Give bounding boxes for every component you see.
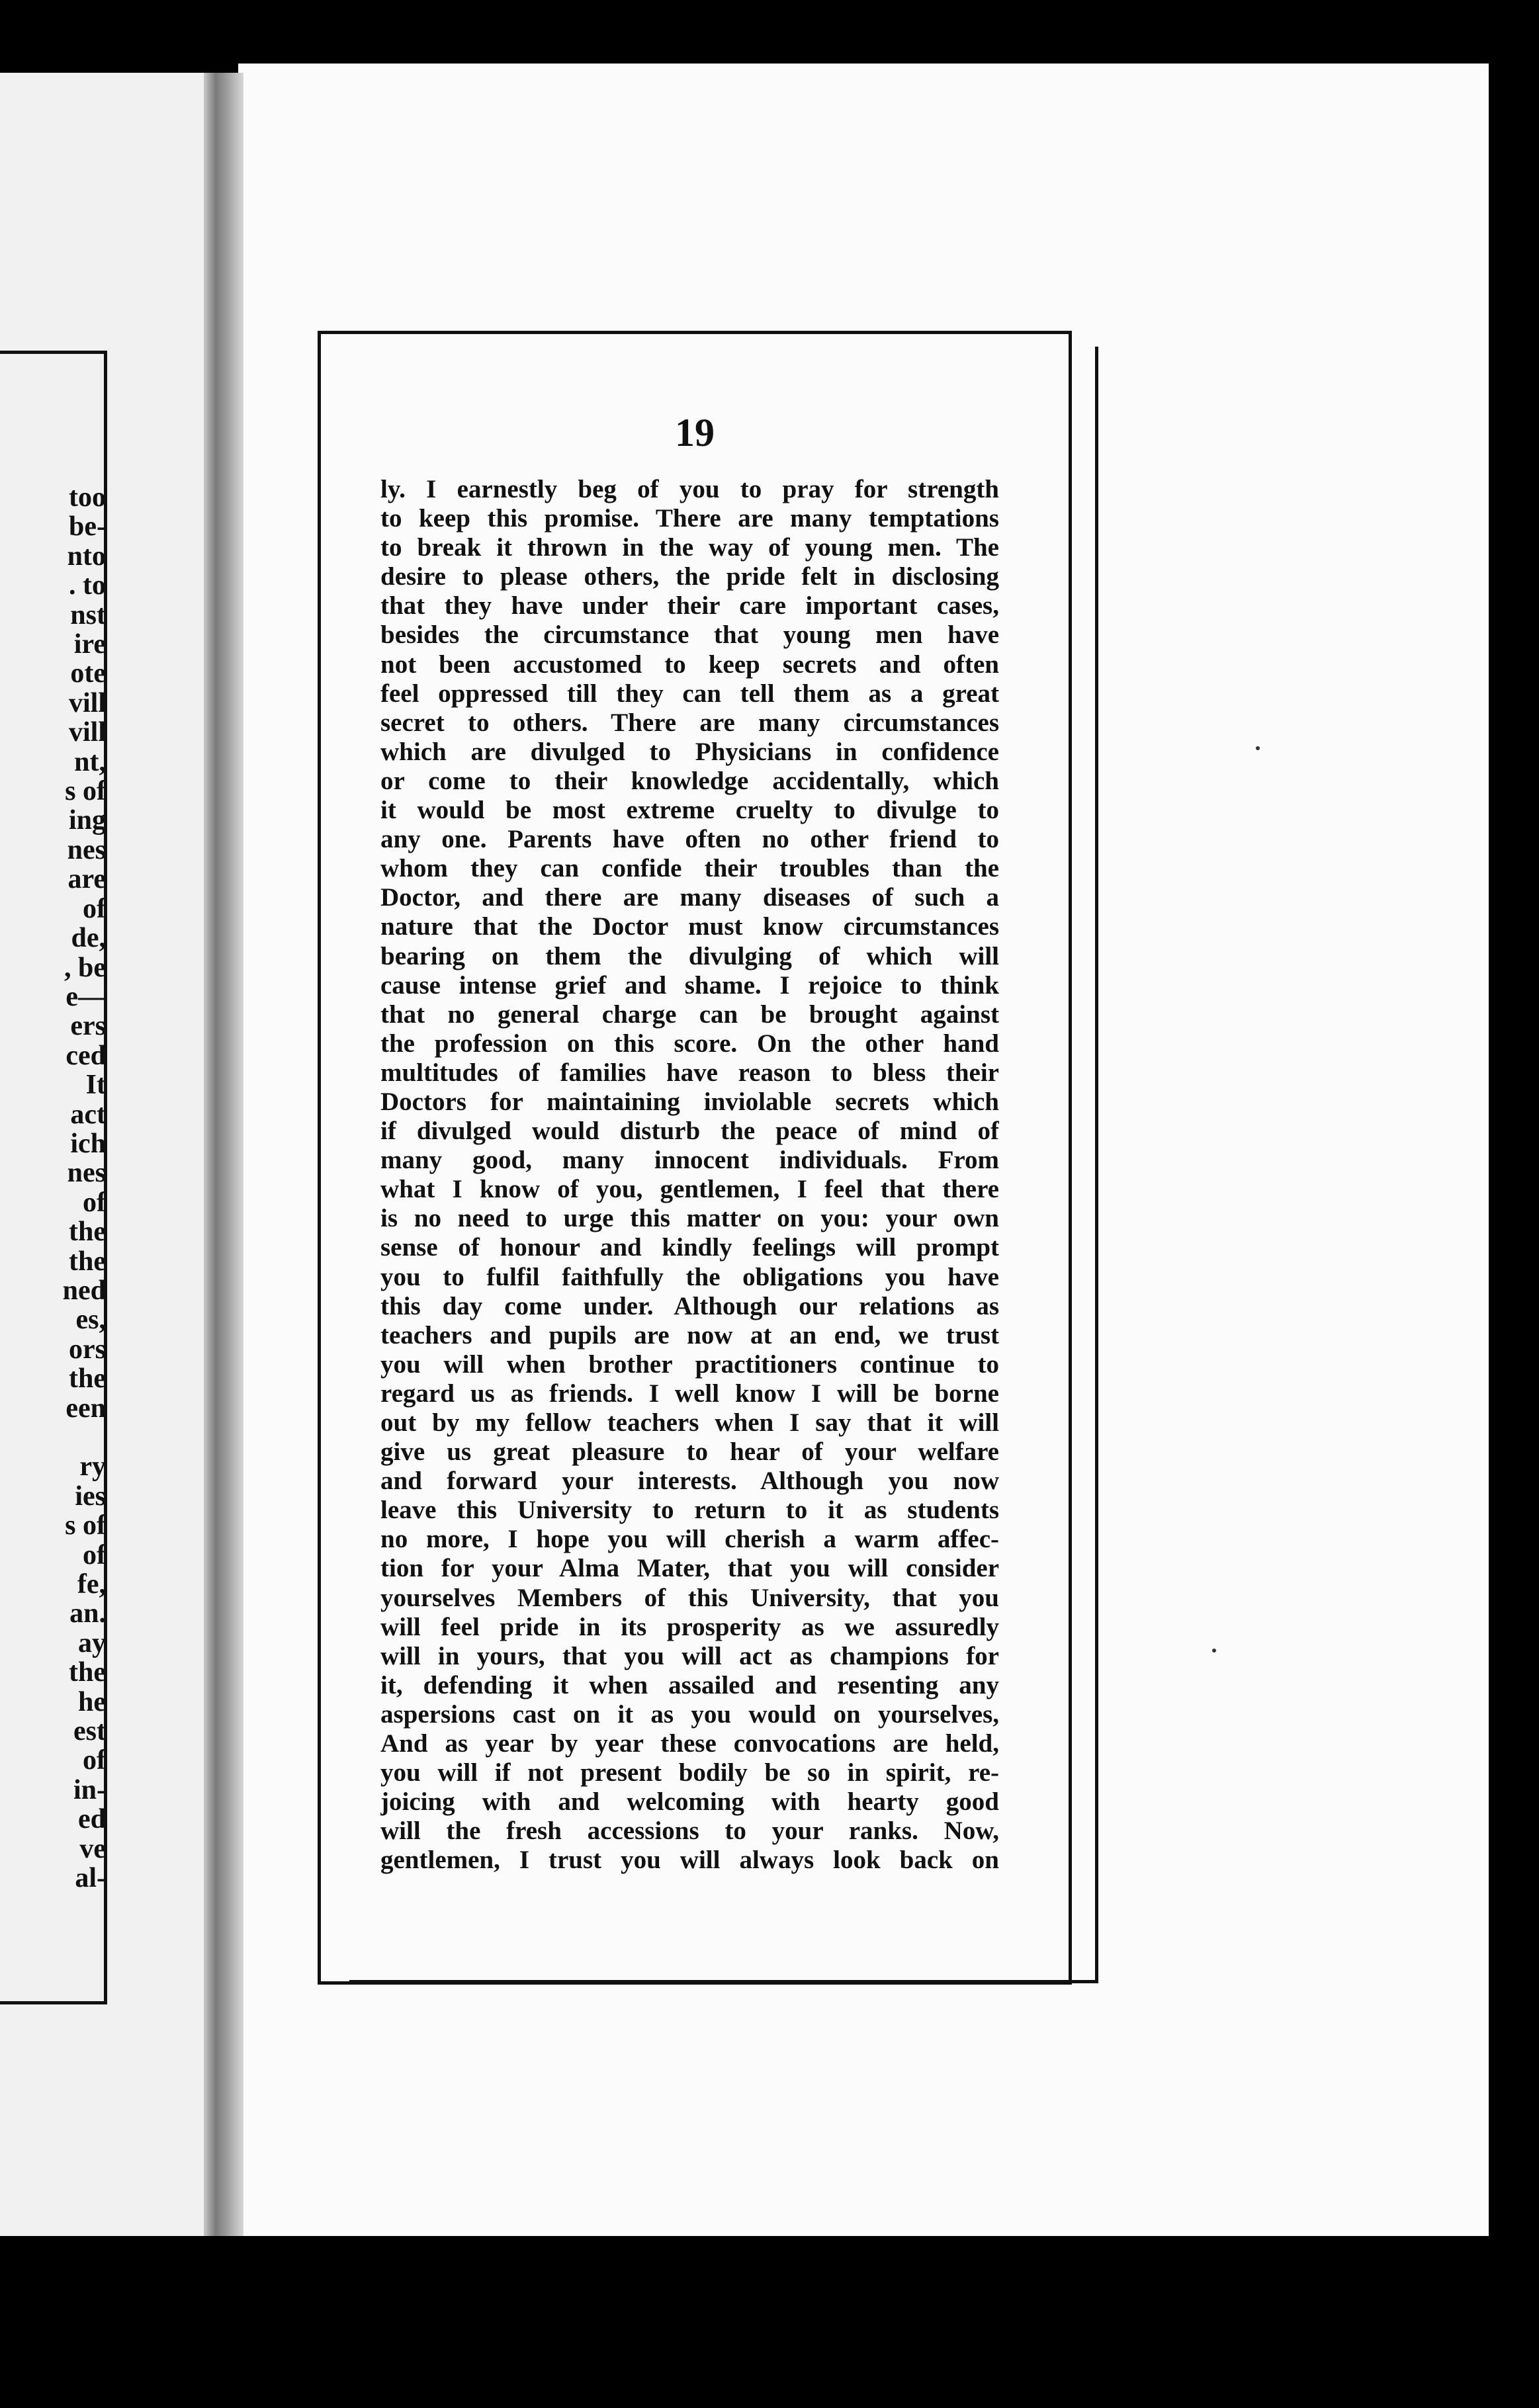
left-text-fragment: nt,	[74, 747, 106, 777]
left-text-fragment: een	[66, 1393, 106, 1423]
left-text-fragment: are	[67, 865, 106, 894]
left-text-fragment: in-	[73, 1775, 106, 1805]
text-line: nature that the Doctor must know circumstances	[380, 912, 999, 941]
left-text-fragment: ned	[62, 1275, 106, 1306]
text-line: which are divulged to Physicians in confidence	[380, 737, 999, 766]
text-line: many good, many innocent individuals. From	[380, 1146, 999, 1175]
left-text-fragment: ies	[75, 1481, 106, 1512]
left-text-fragment: ire	[73, 630, 106, 660]
text-line: tion for your Alma Mater, that you will consider	[380, 1554, 999, 1583]
text-line: multitudes of families have reason to bless their	[380, 1058, 999, 1087]
left-text-fragment: ay	[78, 1628, 106, 1658]
scan-top-border	[0, 0, 1539, 64]
left-text-fragment: , be	[64, 953, 106, 982]
text-line: aspersions cast on it as you would on yourselves,	[380, 1699, 999, 1729]
left-text-fragment: he	[78, 1687, 106, 1717]
text-line: you will when brother practitioners continue to	[380, 1350, 999, 1379]
ink-speck	[1212, 1649, 1216, 1653]
text-line: the profession on this score. On the other hand	[380, 1029, 999, 1058]
left-text-fragment: ced	[66, 1041, 106, 1071]
left-text-fragment: the	[69, 1246, 106, 1276]
text-line: to keep this promise. There are many temptations	[380, 504, 999, 533]
text-line: this day come under. Although our relations as	[380, 1291, 999, 1320]
left-text-fragment: of	[83, 894, 106, 924]
text-line: regard us as friends. I well know I will be borne	[380, 1379, 999, 1408]
left-text-fragment: be-	[69, 512, 106, 542]
text-line: that they have under their care important cases,	[380, 591, 999, 621]
text-line: or come to their knowledge accidentally, which	[380, 766, 999, 795]
text-line: Doctors for maintaining inviolable secrets which	[380, 1087, 999, 1116]
text-line: bearing on them the divulging of which will	[380, 941, 999, 970]
text-line: not been accustomed to keep secrets and often	[380, 650, 999, 679]
text-line: give us great pleasure to hear of your welfare	[380, 1438, 999, 1467]
text-line: is no need to urge this matter on you: your own	[380, 1204, 999, 1233]
left-text-fragment: the	[69, 1217, 106, 1247]
text-line: cause intense grief and shame. I rejoice to think	[380, 970, 999, 1000]
text-line: it would be most extreme cruelty to divulge to	[380, 796, 999, 825]
left-text-fragment: It	[85, 1070, 106, 1100]
text-line: no more, I hope you will cherish a warm affec-	[380, 1525, 999, 1554]
book-gutter	[204, 73, 243, 2236]
ink-speck	[1256, 746, 1260, 750]
text-line: Doctor, and there are many diseases of such a	[380, 883, 999, 912]
left-text-fragment: nst	[70, 600, 106, 630]
left-text-fragment: s of	[65, 777, 106, 806]
left-text-fragment: too	[69, 483, 106, 513]
text-line: if divulged would disturb the peace of mind of	[380, 1117, 999, 1146]
left-text-fragment: ve	[79, 1834, 106, 1864]
left-text-fragment: ing	[68, 806, 106, 836]
text-line: feel oppressed till they can tell them as a great	[380, 679, 999, 708]
text-line: desire to please others, the pride felt in disclosing	[380, 562, 999, 591]
left-text-fragment: of	[83, 1746, 106, 1776]
left-text-fragment: an.	[69, 1599, 106, 1629]
left-text-fragment	[0, 1423, 106, 1452]
text-line: that no general charge can be brought against	[380, 1000, 999, 1029]
text-line: leave this University to return to it as students	[380, 1496, 999, 1525]
text-line: And as year by year these convocations are held,	[380, 1729, 999, 1758]
left-text-fragment: vill	[68, 718, 106, 748]
text-line: sense of honour and kindly feelings will prompt	[380, 1233, 999, 1262]
text-line: gentlemen, I trust you will always look back on	[380, 1846, 999, 1875]
left-text-fragment: al-	[75, 1864, 106, 1893]
left-text-fragment: ich	[70, 1129, 106, 1159]
left-text-fragment: de,	[71, 924, 106, 953]
left-text-fragment: ers	[70, 1011, 106, 1041]
left-text-fragment: e—	[66, 982, 106, 1012]
text-line: joicing with and welcoming with hearty good	[380, 1787, 999, 1817]
page-number: 19	[675, 411, 715, 454]
left-text-fragment: of	[83, 1540, 106, 1570]
scan-bottom-border	[0, 2236, 1539, 2408]
text-line: will in yours, that you will act as champions for	[380, 1641, 999, 1670]
left-text-fragment: ote	[70, 659, 106, 689]
left-text-fragment: . to	[69, 571, 106, 601]
text-line: what I know of you, gentlemen, I feel that there	[380, 1175, 999, 1204]
text-line: to break it thrown in the way of young men. The	[380, 533, 999, 562]
left-text-fragment: ed	[78, 1805, 106, 1834]
left-text-fragment: s of	[65, 1511, 106, 1541]
left-text-fragment: the	[69, 1364, 106, 1394]
text-line: you to fulfil faithfully the obligations you have	[380, 1262, 999, 1291]
text-line: teachers and pupils are now at an end, we trust	[380, 1320, 999, 1350]
left-text-fragment: est	[73, 1717, 106, 1746]
left-text-fragment: the	[69, 1658, 106, 1688]
left-page-text	[0, 483, 106, 1893]
left-text-fragment: nes	[67, 1158, 106, 1188]
left-text-fragment: ors	[69, 1334, 106, 1365]
left-text-fragment: vill	[68, 688, 106, 718]
text-line: you will if not present bodily be so in spirit, re-	[380, 1758, 999, 1787]
text-line: any one. Parents have often no other friend to	[380, 825, 999, 854]
text-line: ly. I earnestly beg of you to pray for strength	[380, 475, 999, 503]
text-line: will feel pride in its prosperity as we assuredly	[380, 1612, 999, 1641]
left-text-fragment: act	[70, 1099, 106, 1129]
text-line: it, defending it when assailed and resenting any	[380, 1670, 999, 1699]
page-body-text	[380, 475, 999, 1875]
left-text-fragment: of	[83, 1187, 106, 1218]
text-line: and forward your interests. Although you now	[380, 1467, 999, 1496]
text-line: besides the circumstance that young men have	[380, 621, 999, 650]
left-text-fragment: ry	[79, 1452, 106, 1482]
text-line: whom they can confide their troubles than the	[380, 854, 999, 883]
left-text-fragment: es,	[75, 1305, 106, 1335]
left-text-fragment: nes	[67, 835, 106, 865]
left-text-fragment: nto	[67, 541, 106, 572]
text-line: secret to others. There are many circumstances	[380, 708, 999, 737]
text-line: yourselves Members of this University, that you	[380, 1583, 999, 1612]
text-line: out by my fellow teachers when I say that it will	[380, 1408, 999, 1437]
left-text-fragment: fe,	[77, 1570, 106, 1600]
text-line: will the fresh accessions to your ranks. Now,	[380, 1817, 999, 1846]
